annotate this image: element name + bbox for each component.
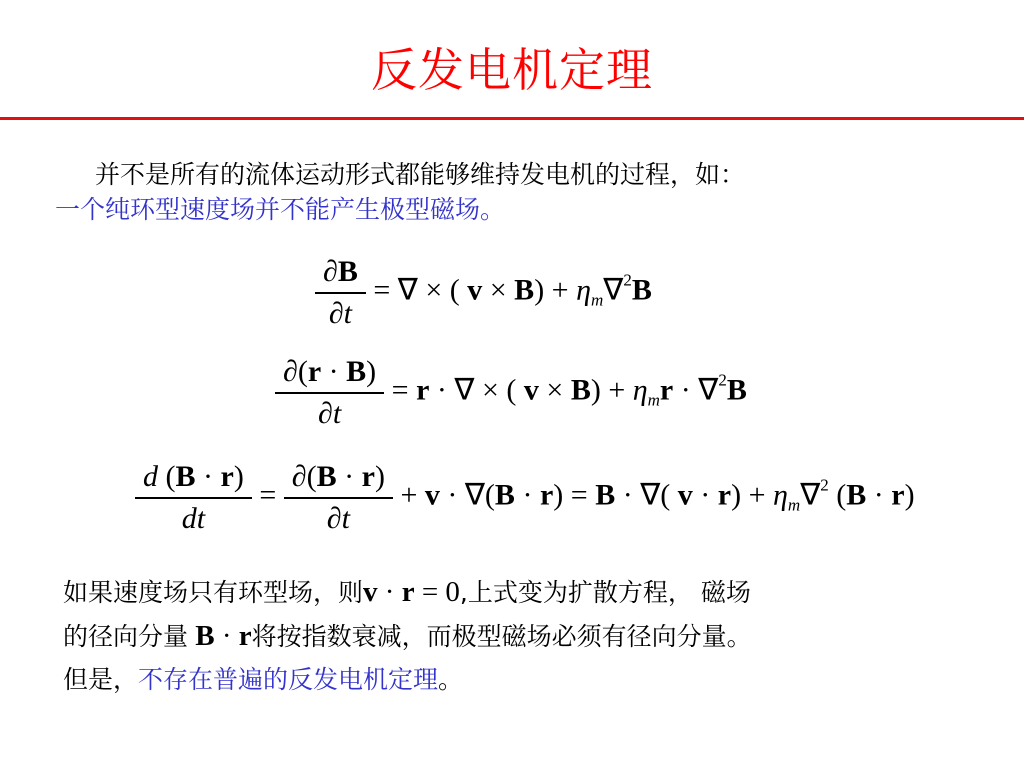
equation-radial-induction: $\frac{\partial(r \cdot B)}{\partial t}$ = r · ∇ × ( $v \times B) + \eta_mr \cdot \nabla^2B$ — [275, 352, 747, 434]
conclusion-text-b: 。 — [438, 665, 464, 694]
condition-text-b: ,上式变为扩散方程， 磁场 — [459, 578, 751, 607]
equation-induction: $\frac{\partial B}{\partial t}$ = ∇ × ( $v \times B) + \eta_m\nabla^2B$ — [315, 252, 652, 334]
inline-math-b-dot-r: B · r — [195, 620, 252, 652]
inline-math-v-dot-r: v · r = 0 — [363, 576, 460, 608]
condition-line-2 — [63, 619, 752, 654]
title-divider — [0, 117, 1024, 120]
condition-text-a: 如果速度场只有环型场，则 — [63, 578, 364, 607]
conclusion-text-a: 但是， — [63, 665, 139, 694]
condition-text-d: 将按指数衰减，而极型磁场必须有径向分量。 — [251, 622, 752, 651]
conclusion-highlight: 不存在普遍的反发电机定理 — [138, 665, 439, 694]
condition-text-c: 的径向分量 — [63, 622, 189, 651]
intro-line-1: 并不是所有的流体运动形式都能够维持发电机的过程，如： — [95, 160, 746, 189]
equation-total-derivative: $\frac{d (B \cdot r)}{dt}$ = $\frac{\partial(B \cdot r)}{\partial t}$ + v · ∇(B · r) = B · ∇( $v \cdot r) + \eta_m\nabla^2$ (B · r) — [135, 457, 915, 539]
conclusion-line — [63, 663, 463, 697]
intro-line-2: 一个纯环型速度场并不能产生极型磁场。 — [55, 195, 506, 224]
slide-title: 反发电机定理 — [371, 43, 653, 97]
condition-line-1 — [63, 575, 751, 610]
